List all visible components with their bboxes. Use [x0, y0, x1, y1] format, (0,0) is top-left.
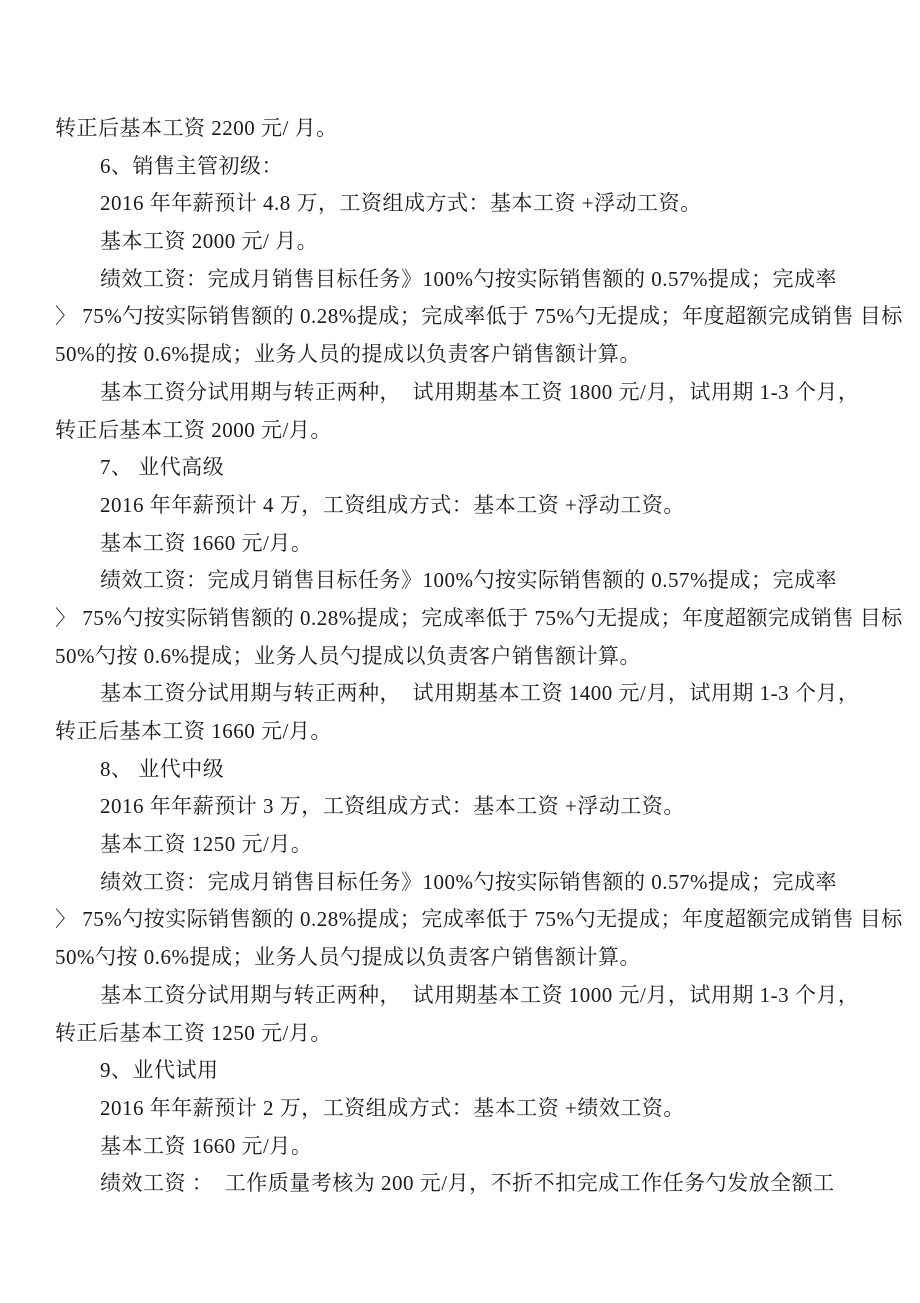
document-line: 〉 75%勺按实际销售额的 0.28%提成；完成率低于 75%勺无提成；年度超额完成销售 目标 [55, 304, 903, 329]
document-line-heading: 8、 业代中级 [100, 756, 225, 781]
document-line: 基本工资 2000 元/ 月。 [100, 229, 319, 254]
document-line: 基本工资 1250 元/月。 [100, 832, 313, 857]
document-line: 基本工资分试用期与转正两种， 试用期基本工资 1000 元/月，试用期 1-3 个月， [100, 982, 860, 1007]
document-line-heading: 9、业代试用 [100, 1058, 219, 1083]
document-line: 绩效工资：完成月销售目标任务》100%勺按实际销售额的 0.57%提成；完成率 [100, 869, 837, 894]
document-line: 〉 75%勺按实际销售额的 0.28%提成；完成率低于 75%勺无提成；年度超额完成销售 目标 [55, 907, 903, 932]
document-line: 基本工资 1660 元/月。 [100, 530, 313, 555]
document-line: 〉 75%勺按实际销售额的 0.28%提成；完成率低于 75%勺无提成；年度超额完成销售 目标 [55, 605, 903, 630]
document-line-heading: 7、 业代高级 [100, 455, 225, 480]
document-line: 基本工资 1660 元/月。 [100, 1133, 313, 1158]
document-line: 50%勺按 0.6%提成；业务人员勺提成以负责客户销售额计算。 [55, 945, 641, 970]
document-body [55, 110, 903, 1203]
document-line: 转正后基本工资 1660 元/月。 [55, 719, 332, 743]
document-line: 50%的按 0.6%提成；业务人员的提成以负责客户销售额计算。 [55, 342, 641, 367]
document-line: 转正后基本工资 1250 元/月。 [55, 1020, 332, 1045]
document-line: 基本工资分试用期与转正两种， 试用期基本工资 1800 元/月，试用期 1-3 个月， [100, 379, 860, 404]
document-line-heading: 6、销售主管初级： [100, 153, 283, 178]
document-line: 绩效工资：完成月销售目标任务》100%勺按实际销售额的 0.57%提成；完成率 [100, 266, 837, 291]
document-line: 50%勺按 0.6%提成；业务人员勺提成以负责客户销售额计算。 [55, 643, 641, 668]
document-line: 绩效工资 ： 工作质量考核为 200 元/月，不折不扣完成工作任务勺发放全额工 [100, 1171, 835, 1196]
document-line: 转正后基本工资 2200 元/ 月。 [55, 116, 338, 140]
document-line: 绩效工资：完成月销售目标任务》100%勺按实际销售额的 0.57%提成；完成率 [100, 568, 837, 593]
document-line: 转正后基本工资 2000 元/月。 [55, 417, 332, 442]
document-line: 2016 年年薪预计 2 万，工资组成方式：基本工资 +绩效工资。 [100, 1095, 685, 1120]
document-line: 2016 年年薪预计 4 万，工资组成方式：基本工资 +浮动工资。 [100, 492, 685, 517]
document-line: 2016 年年薪预计 4.8 万，工资组成方式：基本工资 +浮动工资。 [100, 191, 702, 216]
document-line: 2016 年年薪预计 3 万，工资组成方式：基本工资 +浮动工资。 [100, 794, 685, 819]
document-line: 基本工资分试用期与转正两种， 试用期基本工资 1400 元/月，试用期 1-3 个月， [100, 681, 860, 706]
